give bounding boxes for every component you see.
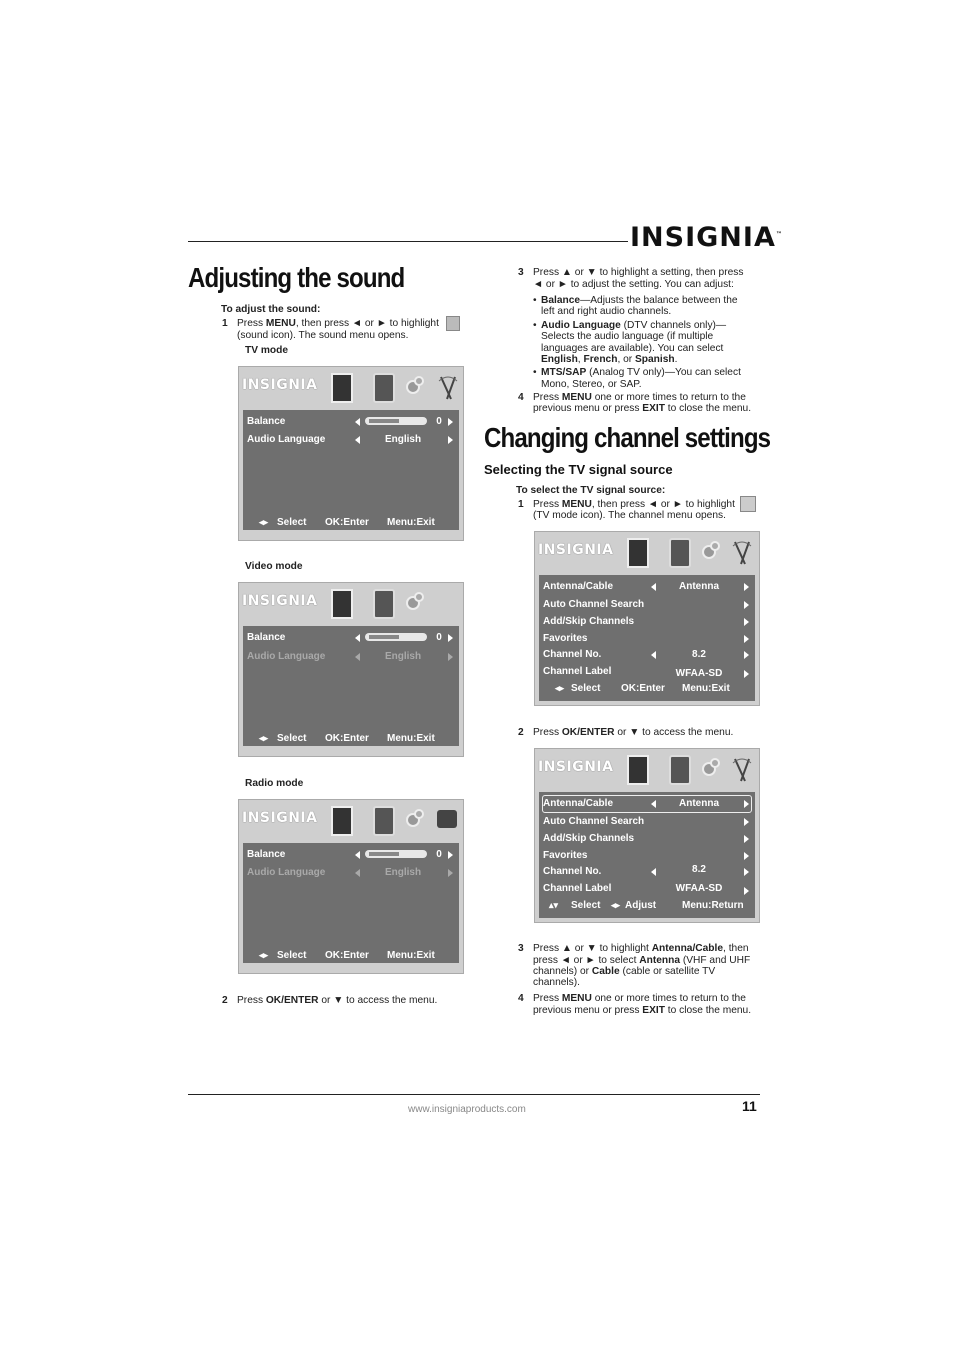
step-text: Press MENU, then press ◄ or ► to highlight xyxy=(533,499,735,510)
step-number: 4 xyxy=(518,392,524,403)
radio-icon xyxy=(437,810,457,828)
step-text: Press MENU one or more times to return to the xyxy=(533,993,746,1004)
menu-row-favorites[interactable]: Favorites xyxy=(543,631,751,647)
speaker-icon xyxy=(373,806,395,836)
arrow-left-right-icon: ◂▸ xyxy=(259,517,269,527)
menu-row-auto-channel-search[interactable]: Auto Channel Search xyxy=(543,597,751,613)
step-number: 2 xyxy=(222,995,228,1006)
antenna-icon xyxy=(731,755,749,781)
bullet-text-cont: Mono, Stereo, or SAP. xyxy=(541,379,642,390)
procedure-title: To select the TV signal source: xyxy=(516,485,666,496)
menu-row-balance[interactable]: Balance 0 xyxy=(247,630,455,646)
menu-row-add-skip[interactable]: Add/Skip Channels xyxy=(543,614,751,630)
speaker-icon xyxy=(669,755,691,785)
menu-panel xyxy=(539,792,755,918)
step-text: Press MENU one or more times to return to the xyxy=(533,392,746,403)
step-text-cont: previous menu or press EXIT to close the menu. xyxy=(533,1005,752,1016)
step-text-cont: ◄ or ► to adjust the setting. You can adjust: xyxy=(533,279,734,290)
speaker-icon xyxy=(669,538,691,568)
step-number: 3 xyxy=(518,943,524,954)
page-number: 11 xyxy=(742,1098,757,1114)
sound-menu-video xyxy=(238,582,464,757)
bullet-audio-language: • Audio Language (DTV channels only)— xyxy=(541,320,726,332)
menu-panel xyxy=(539,575,755,701)
sound-icon xyxy=(446,316,460,331)
step-text-cont: (sound icon). The sound menu opens. xyxy=(237,330,409,341)
tv-icon xyxy=(331,589,353,619)
tv-icon xyxy=(627,755,649,785)
menu-footer: ◂▸ Select OK:Enter Menu:Exit xyxy=(259,950,435,961)
menu-row-add-skip[interactable]: Add/Skip Channels xyxy=(543,831,751,847)
bullet-text-cont: English, French, or Spanish. xyxy=(541,354,678,365)
step-text-cont: channels). xyxy=(533,977,581,988)
gears-icon xyxy=(405,806,423,832)
menu-panel xyxy=(243,410,459,530)
tv-icon xyxy=(627,538,649,568)
step-text: Press OK/ENTER or ▼ to access the menu. xyxy=(237,995,438,1006)
menu-row-auto-channel-search[interactable]: Auto Channel Search xyxy=(543,814,751,830)
bullet-text-cont: Selects the audio language (if multiple xyxy=(541,331,714,342)
caption-radio-mode: Radio mode xyxy=(245,778,304,789)
caption-video-mode: Video mode xyxy=(245,561,303,572)
footer-url: www.insigniaproducts.com xyxy=(408,1104,526,1115)
insignia-logo: INSIGNIA xyxy=(242,593,318,609)
insignia-logo: INSIGNIA xyxy=(242,377,318,393)
channel-menu xyxy=(534,531,760,706)
tv-mode-icon xyxy=(740,496,756,512)
speaker-icon xyxy=(373,589,395,619)
menu-row-favorites[interactable]: Favorites xyxy=(543,848,751,864)
gears-icon xyxy=(405,373,423,399)
speaker-icon xyxy=(373,373,395,403)
menu-panel xyxy=(243,626,459,746)
step-text: Press ▲ or ▼ to highlight a setting, then press xyxy=(533,267,744,278)
brand-logo: INSIGNIA™ xyxy=(630,222,783,253)
subsection-title: Selecting the TV signal source xyxy=(484,462,673,477)
menu-footer: ▴▾ Select ◂▸ Adjust Menu:Return xyxy=(549,900,744,911)
arrow-left-right-icon: ◂▸ xyxy=(555,683,565,693)
step-text-cont: (TV mode icon). The channel menu opens. xyxy=(533,510,726,521)
insignia-logo: INSIGNIA xyxy=(538,542,614,558)
step-number: 1 xyxy=(222,318,228,329)
channel-menu-adjust xyxy=(534,748,760,923)
menu-footer: ◂▸ Select OK:Enter Menu:Exit xyxy=(259,733,435,744)
sound-menu-radio xyxy=(238,799,464,974)
procedure-title: To adjust the sound: xyxy=(221,304,321,315)
step-text: Press OK/ENTER or ▼ to access the menu. xyxy=(533,727,734,738)
footer-rule xyxy=(188,1094,760,1095)
arrow-left-right-icon: ◂▸ xyxy=(611,900,621,910)
menu-row-balance[interactable]: Balance 0 xyxy=(247,414,455,430)
step-text: Press MENU, then press ◄ or ► to highlight xyxy=(237,318,439,329)
menu-row-channel-label[interactable]: Channel Label WFAA-SD xyxy=(543,664,751,680)
arrow-left-right-icon: ◂▸ xyxy=(259,733,269,743)
antenna-icon xyxy=(731,538,749,564)
menu-footer: ◂▸ Select OK:Enter Menu:Exit xyxy=(259,517,435,528)
gears-icon xyxy=(701,538,719,564)
menu-footer: ◂▸ Select OK:Enter Menu:Exit xyxy=(555,683,730,694)
arrow-left-right-icon: ◂▸ xyxy=(259,950,269,960)
step-number: 4 xyxy=(518,993,524,1004)
step-number: 2 xyxy=(518,727,524,738)
bullet-mts-sap: • MTS/SAP (Analog TV only)—You can select xyxy=(541,367,741,379)
antenna-icon xyxy=(437,373,455,399)
bullet-text-cont: left and right audio channels. xyxy=(541,306,672,317)
header-rule xyxy=(188,241,628,242)
menu-row-channel-no[interactable]: Channel No. 8.2 xyxy=(543,647,751,663)
menu-row-channel-label[interactable]: Channel Label WFAA-SD xyxy=(543,881,751,897)
gears-icon xyxy=(701,755,719,781)
section-title-channel: Changing channel settings xyxy=(484,422,771,453)
insignia-logo: INSIGNIA xyxy=(242,810,318,826)
tv-icon xyxy=(331,806,353,836)
gears-icon xyxy=(405,589,423,615)
arrow-up-down-icon: ▴▾ xyxy=(549,900,559,910)
step-text-cont: previous menu or press EXIT to close the menu. xyxy=(533,403,752,414)
step-text-cont: channels) or Cable (cable or satellite TV xyxy=(533,966,716,977)
menu-row-antenna-cable[interactable]: Antenna/Cable Antenna xyxy=(543,579,751,595)
menu-row-audio-language: Audio Language English xyxy=(247,865,455,881)
insignia-logo: INSIGNIA xyxy=(538,759,614,775)
menu-row-balance[interactable]: Balance 0 xyxy=(247,847,455,863)
bullet-balance: • Balance—Adjusts the balance between the xyxy=(541,295,738,307)
menu-row-channel-no[interactable]: Channel No. 8.2 xyxy=(543,864,751,880)
step-number: 3 xyxy=(518,267,524,278)
bullet-text-cont: languages are available). You can select xyxy=(541,343,724,354)
tv-icon xyxy=(331,373,353,403)
section-title-sound: Adjusting the sound xyxy=(188,262,405,293)
menu-panel xyxy=(243,843,459,963)
step-text: Press ▲ or ▼ to highlight Antenna/Cable, then xyxy=(533,943,749,954)
sound-menu-tv xyxy=(238,366,464,541)
caption-tv-mode: TV mode xyxy=(245,345,289,356)
menu-row-audio-language[interactable]: Audio Language English xyxy=(247,432,455,448)
step-number: 1 xyxy=(518,499,524,510)
menu-row-audio-language: Audio Language English xyxy=(247,649,455,665)
step-text-cont: press ◄ or ► to select Antenna (VHF and UHF xyxy=(533,955,751,966)
menu-row-antenna-cable[interactable]: Antenna/Cable Antenna xyxy=(543,796,751,812)
